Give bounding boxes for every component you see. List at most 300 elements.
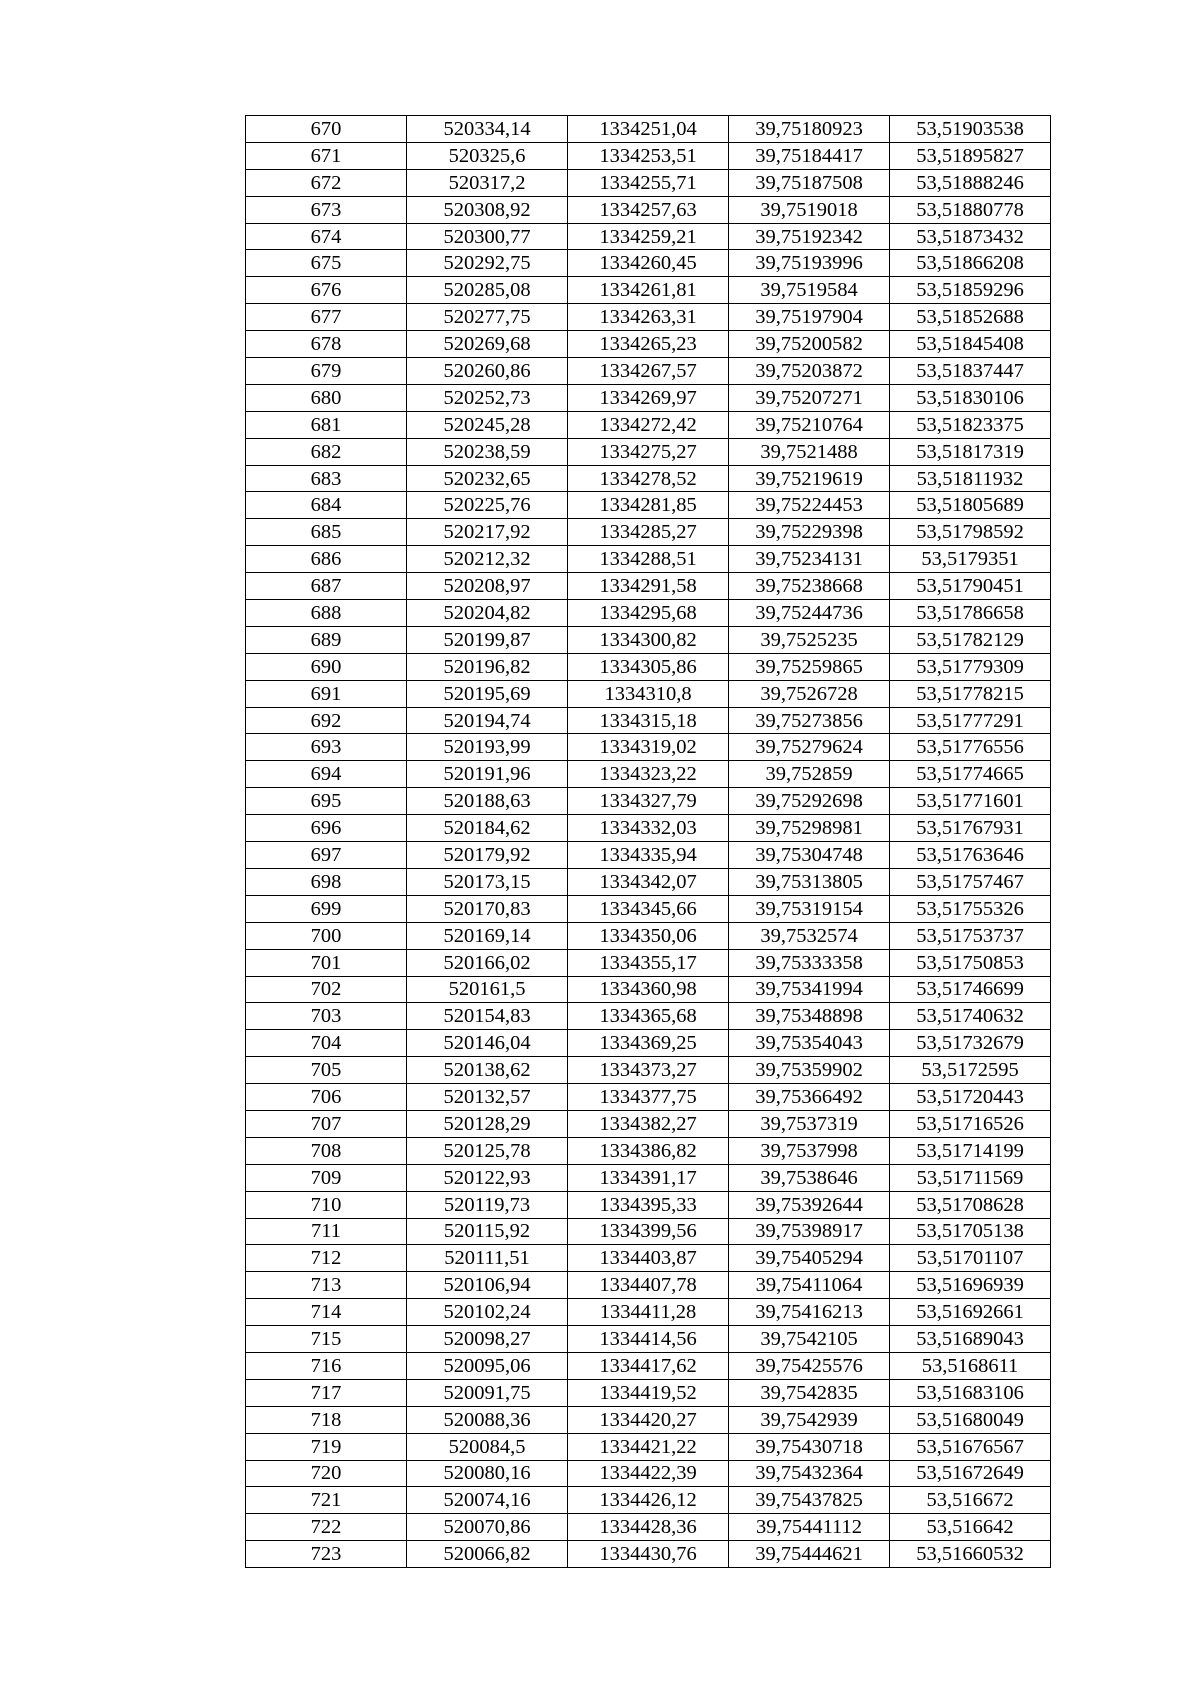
point-number-cell: 676 (246, 277, 407, 304)
latitude-cell: 53,51701107 (890, 1245, 1051, 1272)
point-number-cell: 711 (246, 1218, 407, 1245)
x-coordinate-cell: 520204,82 (407, 600, 568, 627)
table-row (246, 1326, 1051, 1353)
y-coordinate-cell: 1334272,42 (568, 411, 729, 438)
x-coordinate-cell: 520217,92 (407, 519, 568, 546)
point-number-cell: 687 (246, 573, 407, 600)
point-number-cell: 695 (246, 788, 407, 815)
longitude-cell: 39,75279624 (729, 734, 890, 761)
y-coordinate-cell: 1334377,75 (568, 1084, 729, 1111)
longitude-cell: 39,75411064 (729, 1272, 890, 1299)
x-coordinate-cell: 520212,32 (407, 546, 568, 573)
longitude-cell: 39,75229398 (729, 519, 890, 546)
x-coordinate-cell: 520269,68 (407, 331, 568, 358)
table-row (246, 250, 1051, 277)
table-row (246, 411, 1051, 438)
longitude-cell: 39,752859 (729, 761, 890, 788)
longitude-cell: 39,75180923 (729, 116, 890, 143)
longitude-cell: 39,75273856 (729, 707, 890, 734)
x-coordinate-cell: 520300,77 (407, 223, 568, 250)
table-row (246, 116, 1051, 143)
latitude-cell: 53,51888246 (890, 169, 1051, 196)
longitude-cell: 39,7537998 (729, 1137, 890, 1164)
latitude-cell: 53,51811932 (890, 465, 1051, 492)
table-row (246, 358, 1051, 385)
x-coordinate-cell: 520098,27 (407, 1326, 568, 1353)
table-row (246, 438, 1051, 465)
latitude-cell: 53,516672 (890, 1487, 1051, 1514)
table-row (246, 1541, 1051, 1568)
y-coordinate-cell: 1334295,68 (568, 600, 729, 627)
latitude-cell: 53,51753737 (890, 922, 1051, 949)
longitude-cell: 39,75437825 (729, 1487, 890, 1514)
point-number-cell: 712 (246, 1245, 407, 1272)
point-number-cell: 699 (246, 895, 407, 922)
longitude-cell: 39,7542939 (729, 1406, 890, 1433)
table-row (246, 546, 1051, 573)
point-number-cell: 671 (246, 142, 407, 169)
longitude-cell: 39,75313805 (729, 868, 890, 895)
x-coordinate-cell: 520292,75 (407, 250, 568, 277)
longitude-cell: 39,75192342 (729, 223, 890, 250)
latitude-cell: 53,51689043 (890, 1326, 1051, 1353)
table-row (246, 922, 1051, 949)
point-number-cell: 689 (246, 626, 407, 653)
longitude-cell: 39,75184417 (729, 142, 890, 169)
point-number-cell: 702 (246, 976, 407, 1003)
x-coordinate-cell: 520325,6 (407, 142, 568, 169)
table-row (246, 304, 1051, 331)
y-coordinate-cell: 1334275,27 (568, 438, 729, 465)
point-number-cell: 672 (246, 169, 407, 196)
x-coordinate-cell: 520102,24 (407, 1299, 568, 1326)
longitude-cell: 39,75354043 (729, 1030, 890, 1057)
x-coordinate-cell: 520074,16 (407, 1487, 568, 1514)
y-coordinate-cell: 1334285,27 (568, 519, 729, 546)
y-coordinate-cell: 1334342,07 (568, 868, 729, 895)
latitude-cell: 53,51732679 (890, 1030, 1051, 1057)
point-number-cell: 692 (246, 707, 407, 734)
y-coordinate-cell: 1334403,87 (568, 1245, 729, 1272)
y-coordinate-cell: 1334414,56 (568, 1326, 729, 1353)
point-number-cell: 693 (246, 734, 407, 761)
x-coordinate-cell: 520195,69 (407, 680, 568, 707)
longitude-cell: 39,7542105 (729, 1326, 890, 1353)
latitude-cell: 53,5168611 (890, 1352, 1051, 1379)
table-row (246, 1003, 1051, 1030)
longitude-cell: 39,7526728 (729, 680, 890, 707)
table-row (246, 331, 1051, 358)
table-row (246, 142, 1051, 169)
point-number-cell: 713 (246, 1272, 407, 1299)
table-row (246, 895, 1051, 922)
longitude-cell: 39,75203872 (729, 358, 890, 385)
latitude-cell: 53,51720443 (890, 1084, 1051, 1111)
x-coordinate-cell: 520334,14 (407, 116, 568, 143)
x-coordinate-cell: 520146,04 (407, 1030, 568, 1057)
longitude-cell: 39,75392644 (729, 1191, 890, 1218)
table-row (246, 277, 1051, 304)
x-coordinate-cell: 520070,86 (407, 1514, 568, 1541)
longitude-cell: 39,75425576 (729, 1352, 890, 1379)
x-coordinate-cell: 520194,74 (407, 707, 568, 734)
latitude-cell: 53,51683106 (890, 1379, 1051, 1406)
table-row (246, 1245, 1051, 1272)
x-coordinate-cell: 520238,59 (407, 438, 568, 465)
y-coordinate-cell: 1334315,18 (568, 707, 729, 734)
x-coordinate-cell: 520170,83 (407, 895, 568, 922)
point-number-cell: 690 (246, 653, 407, 680)
latitude-cell: 53,51805689 (890, 492, 1051, 519)
longitude-cell: 39,75398917 (729, 1218, 890, 1245)
point-number-cell: 682 (246, 438, 407, 465)
x-coordinate-cell: 520245,28 (407, 411, 568, 438)
table-row (246, 680, 1051, 707)
latitude-cell: 53,51740632 (890, 1003, 1051, 1030)
longitude-cell: 39,75298981 (729, 815, 890, 842)
y-coordinate-cell: 1334300,82 (568, 626, 729, 653)
point-number-cell: 720 (246, 1460, 407, 1487)
longitude-cell: 39,75430718 (729, 1433, 890, 1460)
latitude-cell: 53,51757467 (890, 868, 1051, 895)
y-coordinate-cell: 1334288,51 (568, 546, 729, 573)
x-coordinate-cell: 520199,87 (407, 626, 568, 653)
y-coordinate-cell: 1334407,78 (568, 1272, 729, 1299)
y-coordinate-cell: 1334411,28 (568, 1299, 729, 1326)
latitude-cell: 53,51782129 (890, 626, 1051, 653)
x-coordinate-cell: 520122,93 (407, 1164, 568, 1191)
x-coordinate-cell: 520125,78 (407, 1137, 568, 1164)
longitude-cell: 39,75432364 (729, 1460, 890, 1487)
x-coordinate-cell: 520317,2 (407, 169, 568, 196)
table-row (246, 465, 1051, 492)
table-row (246, 600, 1051, 627)
table-row (246, 842, 1051, 869)
x-coordinate-cell: 520179,92 (407, 842, 568, 869)
y-coordinate-cell: 1334278,52 (568, 465, 729, 492)
table-row (246, 1352, 1051, 1379)
latitude-cell: 53,51859296 (890, 277, 1051, 304)
latitude-cell: 53,51711569 (890, 1164, 1051, 1191)
y-coordinate-cell: 1334251,04 (568, 116, 729, 143)
table-row (246, 653, 1051, 680)
y-coordinate-cell: 1334305,86 (568, 653, 729, 680)
table-row (246, 1191, 1051, 1218)
point-number-cell: 717 (246, 1379, 407, 1406)
latitude-cell: 53,51798592 (890, 519, 1051, 546)
x-coordinate-cell: 520308,92 (407, 196, 568, 223)
x-coordinate-cell: 520119,73 (407, 1191, 568, 1218)
table-row (246, 761, 1051, 788)
y-coordinate-cell: 1334253,51 (568, 142, 729, 169)
longitude-cell: 39,75193996 (729, 250, 890, 277)
latitude-cell: 53,51837447 (890, 358, 1051, 385)
longitude-cell: 39,75359902 (729, 1057, 890, 1084)
coordinates-table (245, 115, 1051, 1568)
latitude-cell: 53,51767931 (890, 815, 1051, 842)
point-number-cell: 705 (246, 1057, 407, 1084)
y-coordinate-cell: 1334255,71 (568, 169, 729, 196)
table-row (246, 196, 1051, 223)
x-coordinate-cell: 520169,14 (407, 922, 568, 949)
latitude-cell: 53,51692661 (890, 1299, 1051, 1326)
point-number-cell: 710 (246, 1191, 407, 1218)
point-number-cell: 708 (246, 1137, 407, 1164)
table-row (246, 1137, 1051, 1164)
x-coordinate-cell: 520080,16 (407, 1460, 568, 1487)
latitude-cell: 53,51680049 (890, 1406, 1051, 1433)
table-row (246, 626, 1051, 653)
table-row (246, 976, 1051, 1003)
x-coordinate-cell: 520191,96 (407, 761, 568, 788)
point-number-cell: 680 (246, 384, 407, 411)
y-coordinate-cell: 1334421,22 (568, 1433, 729, 1460)
y-coordinate-cell: 1334257,63 (568, 196, 729, 223)
table-row (246, 707, 1051, 734)
latitude-cell: 53,516642 (890, 1514, 1051, 1541)
latitude-cell: 53,51778215 (890, 680, 1051, 707)
longitude-cell: 39,7537319 (729, 1110, 890, 1137)
point-number-cell: 678 (246, 331, 407, 358)
table-row (246, 492, 1051, 519)
point-number-cell: 691 (246, 680, 407, 707)
point-number-cell: 696 (246, 815, 407, 842)
x-coordinate-cell: 520111,51 (407, 1245, 568, 1272)
table-row (246, 1084, 1051, 1111)
longitude-cell: 39,75210764 (729, 411, 890, 438)
table-row (246, 1164, 1051, 1191)
longitude-cell: 39,75341994 (729, 976, 890, 1003)
y-coordinate-cell: 1334335,94 (568, 842, 729, 869)
point-number-cell: 709 (246, 1164, 407, 1191)
x-coordinate-cell: 520188,63 (407, 788, 568, 815)
latitude-cell: 53,51790451 (890, 573, 1051, 600)
latitude-cell: 53,51696939 (890, 1272, 1051, 1299)
latitude-cell: 53,51823375 (890, 411, 1051, 438)
table-row (246, 1110, 1051, 1137)
longitude-cell: 39,75292698 (729, 788, 890, 815)
table-row (246, 788, 1051, 815)
latitude-cell: 53,51755326 (890, 895, 1051, 922)
point-number-cell: 707 (246, 1110, 407, 1137)
latitude-cell: 53,51750853 (890, 949, 1051, 976)
table-row (246, 1460, 1051, 1487)
y-coordinate-cell: 1334355,17 (568, 949, 729, 976)
point-number-cell: 704 (246, 1030, 407, 1057)
longitude-cell: 39,75366492 (729, 1084, 890, 1111)
point-number-cell: 686 (246, 546, 407, 573)
latitude-cell: 53,51880778 (890, 196, 1051, 223)
latitude-cell: 53,51714199 (890, 1137, 1051, 1164)
y-coordinate-cell: 1334267,57 (568, 358, 729, 385)
latitude-cell: 53,51776556 (890, 734, 1051, 761)
y-coordinate-cell: 1334395,33 (568, 1191, 729, 1218)
y-coordinate-cell: 1334350,06 (568, 922, 729, 949)
y-coordinate-cell: 1334430,76 (568, 1541, 729, 1568)
coordinates-table-body (246, 116, 1051, 1568)
y-coordinate-cell: 1334261,81 (568, 277, 729, 304)
point-number-cell: 706 (246, 1084, 407, 1111)
latitude-cell: 53,51716526 (890, 1110, 1051, 1137)
longitude-cell: 39,75244736 (729, 600, 890, 627)
latitude-cell: 53,51779309 (890, 653, 1051, 680)
y-coordinate-cell: 1334269,97 (568, 384, 729, 411)
latitude-cell: 53,51903538 (890, 116, 1051, 143)
longitude-cell: 39,75405294 (729, 1245, 890, 1272)
point-number-cell: 670 (246, 116, 407, 143)
y-coordinate-cell: 1334391,17 (568, 1164, 729, 1191)
latitude-cell: 53,51746699 (890, 976, 1051, 1003)
longitude-cell: 39,75219619 (729, 465, 890, 492)
point-number-cell: 685 (246, 519, 407, 546)
y-coordinate-cell: 1334369,25 (568, 1030, 729, 1057)
table-row (246, 1406, 1051, 1433)
latitude-cell: 53,51676567 (890, 1433, 1051, 1460)
x-coordinate-cell: 520184,62 (407, 815, 568, 842)
table-row (246, 1299, 1051, 1326)
y-coordinate-cell: 1334373,27 (568, 1057, 729, 1084)
table-row (246, 169, 1051, 196)
longitude-cell: 39,75444621 (729, 1541, 890, 1568)
latitude-cell: 53,51777291 (890, 707, 1051, 734)
longitude-cell: 39,7538646 (729, 1164, 890, 1191)
y-coordinate-cell: 1334419,52 (568, 1379, 729, 1406)
y-coordinate-cell: 1334310,8 (568, 680, 729, 707)
point-number-cell: 674 (246, 223, 407, 250)
longitude-cell: 39,75441112 (729, 1514, 890, 1541)
table-row (246, 1057, 1051, 1084)
y-coordinate-cell: 1334332,03 (568, 815, 729, 842)
y-coordinate-cell: 1334420,27 (568, 1406, 729, 1433)
x-coordinate-cell: 520193,99 (407, 734, 568, 761)
table-row (246, 519, 1051, 546)
table-row (246, 384, 1051, 411)
point-number-cell: 715 (246, 1326, 407, 1353)
longitude-cell: 39,75304748 (729, 842, 890, 869)
table-row (246, 1030, 1051, 1057)
latitude-cell: 53,51771601 (890, 788, 1051, 815)
latitude-cell: 53,51660532 (890, 1541, 1051, 1568)
y-coordinate-cell: 1334360,98 (568, 976, 729, 1003)
y-coordinate-cell: 1334263,31 (568, 304, 729, 331)
latitude-cell: 53,51845408 (890, 331, 1051, 358)
x-coordinate-cell: 520091,75 (407, 1379, 568, 1406)
x-coordinate-cell: 520252,73 (407, 384, 568, 411)
latitude-cell: 53,51705138 (890, 1218, 1051, 1245)
latitude-cell: 53,51830106 (890, 384, 1051, 411)
table-row (246, 1514, 1051, 1541)
x-coordinate-cell: 520161,5 (407, 976, 568, 1003)
point-number-cell: 688 (246, 600, 407, 627)
x-coordinate-cell: 520066,82 (407, 1541, 568, 1568)
y-coordinate-cell: 1334345,66 (568, 895, 729, 922)
table-row (246, 949, 1051, 976)
point-number-cell: 679 (246, 358, 407, 385)
x-coordinate-cell: 520128,29 (407, 1110, 568, 1137)
table-row (246, 1379, 1051, 1406)
point-number-cell: 675 (246, 250, 407, 277)
table-row (246, 1433, 1051, 1460)
x-coordinate-cell: 520138,62 (407, 1057, 568, 1084)
y-coordinate-cell: 1334386,82 (568, 1137, 729, 1164)
x-coordinate-cell: 520277,75 (407, 304, 568, 331)
longitude-cell: 39,75319154 (729, 895, 890, 922)
longitude-cell: 39,7542835 (729, 1379, 890, 1406)
longitude-cell: 39,7532574 (729, 922, 890, 949)
x-coordinate-cell: 520166,02 (407, 949, 568, 976)
latitude-cell: 53,51786658 (890, 600, 1051, 627)
y-coordinate-cell: 1334428,36 (568, 1514, 729, 1541)
point-number-cell: 684 (246, 492, 407, 519)
x-coordinate-cell: 520095,06 (407, 1352, 568, 1379)
longitude-cell: 39,7519018 (729, 196, 890, 223)
table-row (246, 1218, 1051, 1245)
x-coordinate-cell: 520173,15 (407, 868, 568, 895)
longitude-cell: 39,75207271 (729, 384, 890, 411)
latitude-cell: 53,51708628 (890, 1191, 1051, 1218)
y-coordinate-cell: 1334291,58 (568, 573, 729, 600)
table-row (246, 223, 1051, 250)
table-row (246, 573, 1051, 600)
y-coordinate-cell: 1334281,85 (568, 492, 729, 519)
point-number-cell: 700 (246, 922, 407, 949)
x-coordinate-cell: 520154,83 (407, 1003, 568, 1030)
x-coordinate-cell: 520260,86 (407, 358, 568, 385)
longitude-cell: 39,75333358 (729, 949, 890, 976)
point-number-cell: 694 (246, 761, 407, 788)
point-number-cell: 697 (246, 842, 407, 869)
x-coordinate-cell: 520088,36 (407, 1406, 568, 1433)
latitude-cell: 53,51866208 (890, 250, 1051, 277)
table-row (246, 734, 1051, 761)
point-number-cell: 681 (246, 411, 407, 438)
x-coordinate-cell: 520132,57 (407, 1084, 568, 1111)
x-coordinate-cell: 520196,82 (407, 653, 568, 680)
latitude-cell: 53,51895827 (890, 142, 1051, 169)
longitude-cell: 39,7525235 (729, 626, 890, 653)
x-coordinate-cell: 520285,08 (407, 277, 568, 304)
y-coordinate-cell: 1334382,27 (568, 1110, 729, 1137)
point-number-cell: 677 (246, 304, 407, 331)
point-number-cell: 721 (246, 1487, 407, 1514)
point-number-cell: 703 (246, 1003, 407, 1030)
table-row (246, 868, 1051, 895)
y-coordinate-cell: 1334422,39 (568, 1460, 729, 1487)
point-number-cell: 714 (246, 1299, 407, 1326)
x-coordinate-cell: 520232,65 (407, 465, 568, 492)
y-coordinate-cell: 1334399,56 (568, 1218, 729, 1245)
point-number-cell: 719 (246, 1433, 407, 1460)
point-number-cell: 673 (246, 196, 407, 223)
latitude-cell: 53,51763646 (890, 842, 1051, 869)
point-number-cell: 723 (246, 1541, 407, 1568)
longitude-cell: 39,75234131 (729, 546, 890, 573)
y-coordinate-cell: 1334319,02 (568, 734, 729, 761)
point-number-cell: 716 (246, 1352, 407, 1379)
latitude-cell: 53,51817319 (890, 438, 1051, 465)
point-number-cell: 698 (246, 868, 407, 895)
latitude-cell: 53,51852688 (890, 304, 1051, 331)
y-coordinate-cell: 1334265,23 (568, 331, 729, 358)
table-row (246, 1272, 1051, 1299)
longitude-cell: 39,7521488 (729, 438, 890, 465)
y-coordinate-cell: 1334365,68 (568, 1003, 729, 1030)
longitude-cell: 39,7519584 (729, 277, 890, 304)
y-coordinate-cell: 1334417,62 (568, 1352, 729, 1379)
longitude-cell: 39,75416213 (729, 1299, 890, 1326)
x-coordinate-cell: 520115,92 (407, 1218, 568, 1245)
latitude-cell: 53,5172595 (890, 1057, 1051, 1084)
